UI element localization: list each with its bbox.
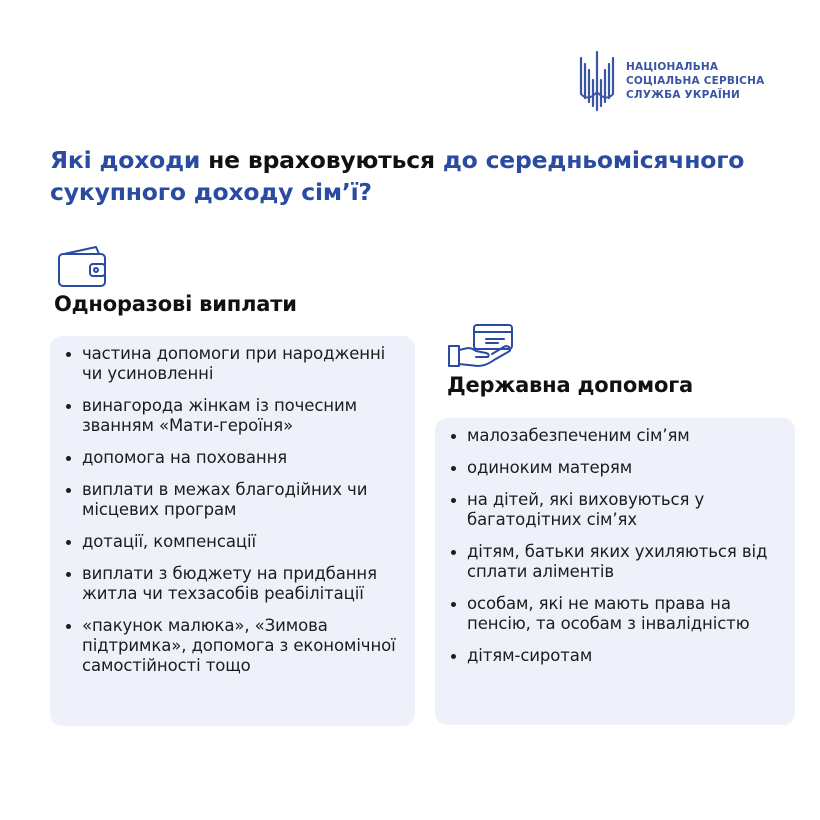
list-item: винагорода жінкам із почесним званням «Мати-героїня» bbox=[64, 396, 405, 436]
list-item: частина допомоги при народженні чи усиновленні bbox=[64, 344, 405, 384]
list-item: «пакунок малюка», «Зимова підтримка», допомога з економічної самостійності тощо bbox=[64, 616, 405, 676]
list-item: на дітей, які виховуються у багатодітних сім’ях bbox=[449, 490, 785, 530]
title-accent-1: Які доходи bbox=[50, 146, 201, 174]
list-item: особам, які не мають права на пенсію, та особам з інвалідністю bbox=[449, 594, 785, 634]
list-item: виплати в межах благодійних чи місцевих програм bbox=[64, 480, 405, 520]
logo-line-2: СОЦІАЛЬНА СЕРВІСНА bbox=[626, 75, 765, 87]
list-item: дотації, компенсації bbox=[64, 532, 405, 552]
logo-line-1: НАЦІОНАЛЬНА bbox=[626, 61, 719, 73]
logo-text bbox=[626, 60, 764, 102]
list-item: допомога на поховання bbox=[64, 448, 405, 468]
state-aid-list bbox=[449, 426, 785, 666]
state-aid-card bbox=[435, 418, 795, 725]
title-accent-2: до середньомісячного сукупного доходу сім’ї? bbox=[50, 146, 745, 206]
wallet-icon bbox=[56, 244, 110, 290]
logo-line-3: СЛУЖБА УКРАЇНИ bbox=[626, 89, 740, 101]
trident-emblem-icon bbox=[578, 50, 616, 112]
list-item: малозабезпеченим сім’ям bbox=[449, 426, 785, 446]
list-item: виплати з бюджету на придбання житла чи техзасобів реабілітації bbox=[64, 564, 405, 604]
one-time-payments-list bbox=[64, 344, 405, 676]
one-time-payments-card bbox=[50, 336, 415, 726]
list-item: дітям, батьки яких ухиляються від сплати аліментів bbox=[449, 542, 785, 582]
list-item: дітям-сиротам bbox=[449, 646, 785, 666]
nssu-logo bbox=[578, 50, 764, 112]
list-item: одиноким матерям bbox=[449, 458, 785, 478]
section-title-state-aid: Державна допомога bbox=[447, 373, 693, 397]
section-title-one-time: Одноразові виплати bbox=[54, 292, 297, 316]
page-title bbox=[50, 144, 770, 208]
title-plain: не враховуються bbox=[200, 146, 443, 174]
hand-with-card-icon bbox=[446, 322, 518, 370]
